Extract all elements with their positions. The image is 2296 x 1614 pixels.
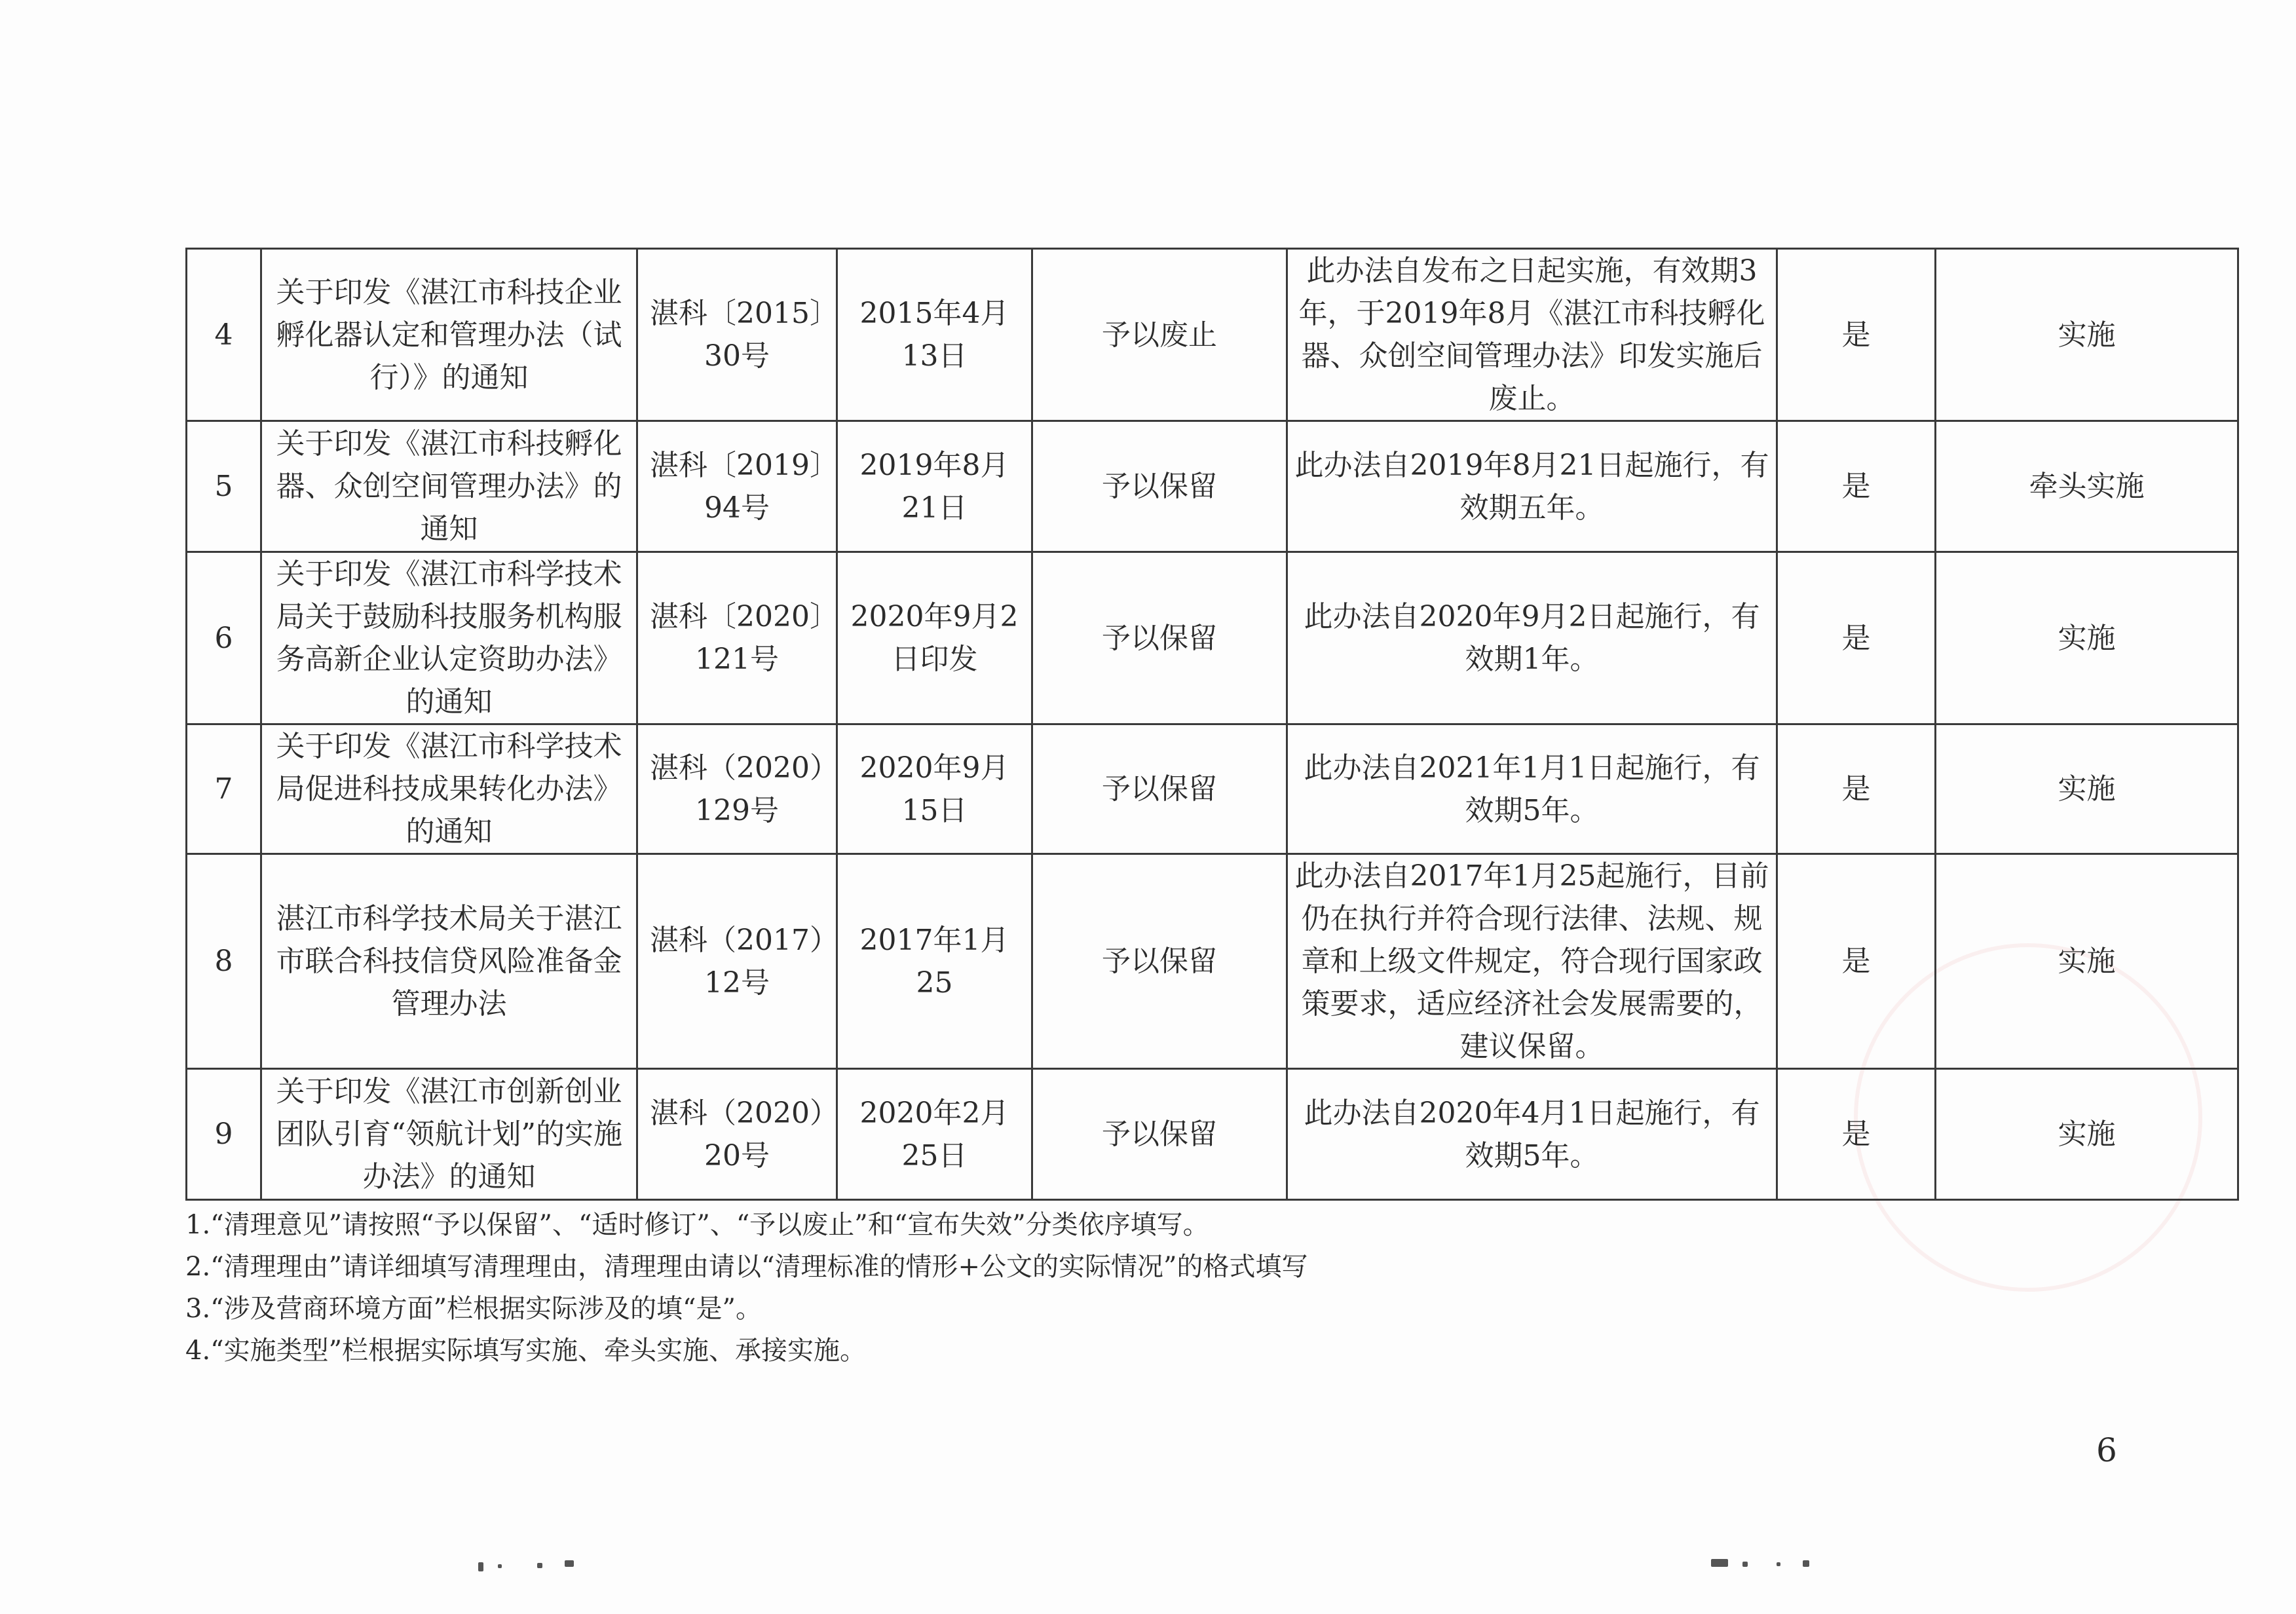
cleanup-opinion: 予以保留 xyxy=(1032,1069,1287,1200)
row-number: 8 xyxy=(187,854,261,1069)
implementation-type: 实施 xyxy=(1936,1069,2238,1200)
document-number: 湛科（2020）20号 xyxy=(637,1069,837,1200)
cleanup-reason: 此办法自2020年9月2日起施行，有效期1年。 xyxy=(1287,552,1777,724)
business-env-flag: 是 xyxy=(1777,421,1936,552)
cleanup-opinion: 予以保留 xyxy=(1032,854,1287,1069)
issue-date: 2017年1月25 xyxy=(837,854,1032,1069)
row-number: 4 xyxy=(187,249,261,421)
cleanup-opinion: 予以保留 xyxy=(1032,421,1287,552)
table-row xyxy=(187,1069,2238,1200)
cleanup-reason: 此办法自2021年1月1日起施行，有效期5年。 xyxy=(1287,724,1777,854)
document-name: 湛江市科学技术局关于湛江市联合科技信贷风险准备金管理办法 xyxy=(261,854,637,1069)
cleanup-opinion: 予以保留 xyxy=(1032,724,1287,854)
table-row xyxy=(187,552,2238,724)
regulation-cleanup-table xyxy=(185,248,2239,1201)
row-number: 5 xyxy=(187,421,261,552)
document-number: 湛科〔2019〕94号 xyxy=(637,421,837,552)
document-name: 关于印发《湛江市科技孵化器、众创空间管理办法》的通知 xyxy=(261,421,637,552)
row-number: 7 xyxy=(187,724,261,854)
scan-speck xyxy=(498,1564,502,1568)
document-name: 关于印发《湛江市科技企业孵化器认定和管理办法（试行）》的通知 xyxy=(261,249,637,421)
issue-date: 2020年9月2日印发 xyxy=(837,552,1032,724)
business-env-flag: 是 xyxy=(1777,854,1936,1069)
cleanup-opinion: 予以保留 xyxy=(1032,552,1287,724)
implementation-type: 实施 xyxy=(1936,552,2238,724)
footnote-1: 1.“清理意见”请按照“予以保留”、“适时修订”、“予以废止”和“宣布失效”分类依序填写。 xyxy=(185,1210,1209,1240)
document-name: 关于印发《湛江市创新创业团队引育“领航计划”的实施办法》的通知 xyxy=(261,1069,637,1200)
business-env-flag: 是 xyxy=(1777,249,1936,421)
document-name: 关于印发《湛江市科学技术局关于鼓励科技服务机构服务高新企业认定资助办法》的通知 xyxy=(261,552,637,724)
document-number: 湛科〔2015〕30号 xyxy=(637,249,837,421)
table-row xyxy=(187,854,2238,1069)
row-number: 9 xyxy=(187,1069,261,1200)
implementation-type: 牵头实施 xyxy=(1936,421,2238,552)
scan-speck xyxy=(1777,1562,1780,1566)
cleanup-reason: 此办法自2017年1月25起施行，目前仍在执行并符合现行法律、法规、规章和上级文件规定，符合现行国家政策要求，适应经济社会发展需要的，建议保留。 xyxy=(1287,854,1777,1069)
cleanup-reason: 此办法自发布之日起实施，有效期3年，于2019年8月《湛江市科技孵化器、众创空间管理办法》印发实施后废止。 xyxy=(1287,249,1777,421)
table-row xyxy=(187,249,2238,421)
document-name: 关于印发《湛江市科学技术局促进科技成果转化办法》的通知 xyxy=(261,724,637,854)
implementation-type: 实施 xyxy=(1936,724,2238,854)
table-row xyxy=(187,421,2238,552)
page-number: 6 xyxy=(2096,1431,2117,1469)
scan-speck xyxy=(478,1562,483,1571)
cleanup-reason: 此办法自2020年4月1日起施行，有效期5年。 xyxy=(1287,1069,1777,1200)
implementation-type: 实施 xyxy=(1936,854,2238,1069)
business-env-flag: 是 xyxy=(1777,552,1936,724)
scan-speck xyxy=(537,1563,542,1568)
business-env-flag: 是 xyxy=(1777,1069,1936,1200)
table-row xyxy=(187,724,2238,854)
footnote-3: 3.“涉及营商环境方面”栏根据实际涉及的填“是”。 xyxy=(185,1294,762,1324)
table-body xyxy=(187,249,2238,1200)
cleanup-opinion: 予以废止 xyxy=(1032,249,1287,421)
scan-speck xyxy=(1711,1559,1728,1567)
scan-speck xyxy=(1742,1562,1748,1567)
issue-date: 2015年4月13日 xyxy=(837,249,1032,421)
footnote-4: 4.“实施类型”栏根据实际填写实施、牵头实施、承接实施。 xyxy=(185,1336,867,1366)
business-env-flag: 是 xyxy=(1777,724,1936,854)
table-footnotes xyxy=(185,1204,2216,1372)
issue-date: 2019年8月21日 xyxy=(837,421,1032,552)
scan-speck xyxy=(565,1560,574,1567)
row-number: 6 xyxy=(187,552,261,724)
issue-date: 2020年9月15日 xyxy=(837,724,1032,854)
document-number: 湛科（2017）12号 xyxy=(637,854,837,1069)
implementation-type: 实施 xyxy=(1936,249,2238,421)
document-number: 湛科〔2020〕121号 xyxy=(637,552,837,724)
scan-speck xyxy=(1803,1560,1809,1567)
cleanup-reason: 此办法自2019年8月21日起施行，有效期五年。 xyxy=(1287,421,1777,552)
document-number: 湛科（2020）129号 xyxy=(637,724,837,854)
issue-date: 2020年2月25日 xyxy=(837,1069,1032,1200)
footnote-2: 2.“清理理由”请详细填写清理理由，清理理由请以“清理标准的情形+公文的实际情况”的格式填写 xyxy=(185,1252,1308,1282)
